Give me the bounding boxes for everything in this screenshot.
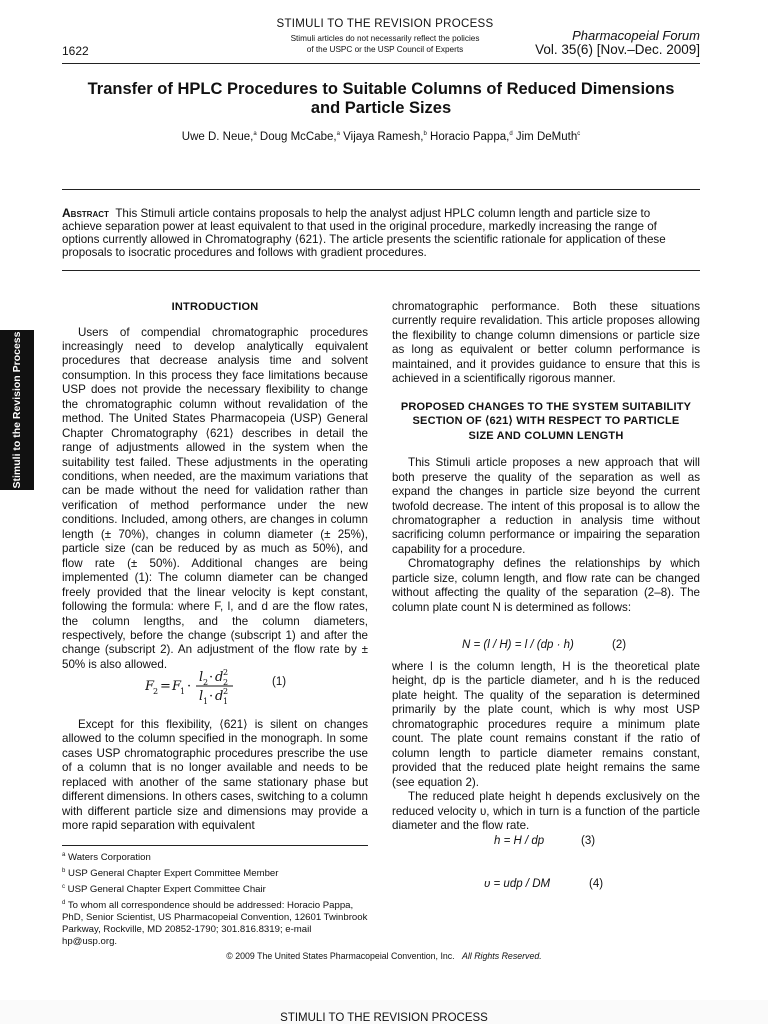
journal-name: Pharmacopeial Forum [572, 28, 700, 43]
page-number: 1622 [62, 44, 89, 58]
svg-text:1: 1 [203, 697, 209, 706]
title-line-1: Transfer of HPLC Procedures to Suitable Columns of Reduced Dimensions [87, 80, 675, 98]
copyright-footer [0, 951, 768, 961]
proposal-paragraph: This Stimuli article proposes a new approach that will both preserve the quality of the separation as well as expand the changes in particle size beyond the current twofold decrease. The intent of this proposal is to allow the chromatographer a reduction in analysis time without sacrificing column performance or impairing the separation capability for a procedure. [392, 456, 700, 556]
svg-text:2: 2 [153, 687, 159, 696]
intro-paragraph-2: Except for this flexibility, ⟨621⟩ is silent on changes allowed to the column specified in the monograph. In some cases USP chromatographic procedures prescribe the use of a column that is no longer available and needs to be replaced with another of the same stationary phase but different dimensions. In others cases, switching to a column with different particle size and dimensions may provide a more rapid separation with equivalent [62, 718, 368, 833]
left-column [62, 300, 368, 672]
svg-text:2: 2 [223, 687, 229, 696]
side-tab-label: Stimuli to the Revision Process [11, 331, 23, 489]
copyright-text: © 2009 The United States Pharmacopeial Convention, Inc. [226, 951, 455, 961]
right-column [392, 300, 700, 615]
plate-height-paragraph: where l is the column length, H is the theoretical plate height, dp is the particle diameter, and h is the reduced plate height. The quality of the separation is determined primarily by the plate count, which is why most USP chromatographic procedures require a minimum plate count. The plate count remains constant if the ratio of column length to particle diameter remains constant, provided that the reduced plate height remains the same (see equation 2). [392, 660, 700, 789]
svg-text:2: 2 [223, 678, 229, 687]
chromatography-paragraph: Chromatography defines the relationships by which particle size, column length, and flow rate can be changed without affecting the quality of the separation (2–8). The column plate count N is determined as follows: [392, 557, 700, 614]
equation-2: N = (l / H) = l / (dp · h) [462, 639, 574, 651]
author-name: Jim DeMuth [515, 131, 578, 143]
disclaimer-line-2: of the USPC or the USP Council of Experts [306, 45, 464, 54]
footnote-text: Waters Corporation [65, 852, 151, 864]
equation-3: h = H / dp [494, 835, 545, 847]
svg-text:=: = [160, 679, 171, 694]
author-affiliation-mark: b [423, 131, 427, 138]
footnote-item [62, 882, 368, 896]
intro-paragraph-1: Users of compendial chromatographic procedures increasingly need to develop analytically equivalent procedures that decrease analysis time and solvent consumption. In this process they face limitations because USP does not provide the necessary flexibility to change the chromatographic column without revalidation of the method. The United States Pharmacopeia (USP) General Chapter Chromatography ⟨621⟩ describes in detail the range of adjustments allowed in the system when the suitability test failed. These adjustments in the operating conditions, when needed, are the maximum variations that can be made without the need for validation rather than verification of method performance under the new conditions. Included, among others, are changes in column length (± 70%), changes in column diameter (± 25%), particle size (can be reduced by as much as 50%), and flow rate (± 50%). Additional changes are being implemented (1): The column diameter can be changed freely provided that the linear velocity is kept constant, following the formula: where F, l, and d are the flow rates, the column lengths, and the column diameters, respectively, before the change (subscript 1) and after the change (subscript 2). An adjustment of the flow rate by ± 50% is also allowed. [62, 325, 368, 671]
svg-text:2: 2 [203, 678, 209, 687]
author-affiliation-mark: a [336, 131, 340, 138]
equation-1 [145, 666, 265, 708]
abstract-top-rule [62, 189, 700, 190]
abstract [62, 207, 700, 259]
reduced-plate-paragraph: The reduced plate height h depends exclusively on the reduced velocity υ, which in turn is a function of the particle diameter and the flow rate. [392, 790, 700, 832]
svg-text:·: · [187, 679, 192, 694]
svg-text:1: 1 [180, 687, 186, 696]
author-affiliation-mark: d [509, 131, 513, 138]
equation-1-graphic [145, 666, 265, 708]
footnote-text: USP General Chapter Expert Committee Chair [65, 884, 266, 896]
heading-line-2: SECTION OF ⟨621⟩ WITH RESPECT TO PARTICLE [412, 415, 680, 428]
side-section-tab [0, 330, 34, 490]
svg-text:l: l [199, 689, 204, 704]
equation-4-number: (4) [589, 878, 604, 890]
equation-4: υ = udp / DM [484, 878, 551, 890]
author-list [62, 131, 700, 143]
header-rule [62, 63, 700, 64]
author-name: Vijaya Ramesh, [343, 131, 424, 143]
footnote-mark: c [62, 883, 65, 890]
footnote-text: USP General Chapter Expert Committee Member [65, 868, 279, 880]
right-column-continued [392, 660, 700, 833]
journal-volume: Vol. 35(6) [Nov.–Dec. 2009] [535, 42, 700, 57]
abstract-line-4: proposals to isocratic procedures and follows with gradient procedures. [62, 246, 427, 259]
svg-text:l: l [199, 670, 204, 685]
heading-line-1: PROPOSED CHANGES TO THE SYSTEM SUITABILITY [400, 400, 692, 413]
footnote-rule [62, 845, 368, 846]
footnote-item [62, 866, 368, 880]
author-affiliation-mark: c [577, 131, 581, 138]
footnote-mark: b [62, 867, 66, 874]
footnote-text: To whom all correspondence should be addressed: Horacio Pappa, PhD, Senior Scientist, US Pharmacopeial Convention, 12601 Twinbrook Parkway, Rockville, MD 20852-1790; 301.816.8319; e-mail hp@usp.org. [62, 900, 368, 947]
svg-text:F: F [145, 679, 155, 694]
abstract-label: Abstract [62, 206, 109, 220]
abstract-line-3: options currently allowed in Chromatography ⟨621⟩. The article presents the scientific rationale for application of these [62, 233, 666, 246]
running-section-title: STIMULI TO THE REVISION PROCESS [276, 18, 494, 30]
svg-text:d: d [215, 670, 224, 685]
article-title [62, 80, 700, 118]
continued-paragraph: chromatographic performance. Both these situations currently require revalidation. This article proposes allowing the flexibility to change column dimensions or particle size as long as equivalent or better column performance is maintained, and it provides guidance to ensure that this is achieved in a scientifically rigorous manner. [392, 300, 700, 386]
abstract-line-2: achieve separation power at least equivalent to that used in the original procedure, markedly increasing the range of [62, 220, 657, 233]
footnote-mark: a [62, 852, 66, 858]
title-line-2: and Particle Sizes [310, 99, 452, 117]
svg-text:·: · [209, 689, 214, 704]
footnotes [62, 850, 368, 949]
footnote-item [62, 898, 368, 947]
author-name: Doug McCabe, [259, 131, 337, 143]
svg-text:F: F [172, 679, 182, 694]
equation-2-number: (2) [612, 639, 627, 651]
equation-3-number: (3) [581, 835, 596, 847]
equation-1-number: (1) [272, 676, 287, 688]
introduction-heading: INTRODUCTION [171, 301, 259, 313]
svg-text:·: · [209, 670, 214, 685]
next-page-banner: STIMULI TO THE REVISION PROCESS [280, 1012, 488, 1024]
svg-text:d: d [215, 689, 224, 704]
disclaimer [230, 33, 540, 55]
author-affiliation-mark: a [253, 131, 257, 138]
next-page-strip [0, 1000, 768, 1024]
author-name: Uwe D. Neue, [181, 131, 254, 143]
footnote-item [62, 850, 368, 864]
abstract-bottom-rule [62, 270, 700, 271]
svg-text:1: 1 [223, 697, 229, 706]
footnote-mark: d [62, 899, 66, 906]
disclaimer-line-1: Stimuli articles do not necessarily reflect the policies [290, 34, 480, 43]
rights-text: All Rights Reserved. [461, 951, 542, 961]
abstract-line-1: This Stimuli article contains proposals to help the analyst adjust HPLC column length and particle size to [115, 207, 651, 220]
heading-line-3: SIZE AND COLUMN LENGTH [468, 429, 624, 442]
author-name: Horacio Pappa, [430, 131, 510, 143]
left-column-continued [62, 718, 368, 834]
proposed-changes-heading [392, 400, 700, 444]
svg-text:2: 2 [223, 668, 229, 677]
